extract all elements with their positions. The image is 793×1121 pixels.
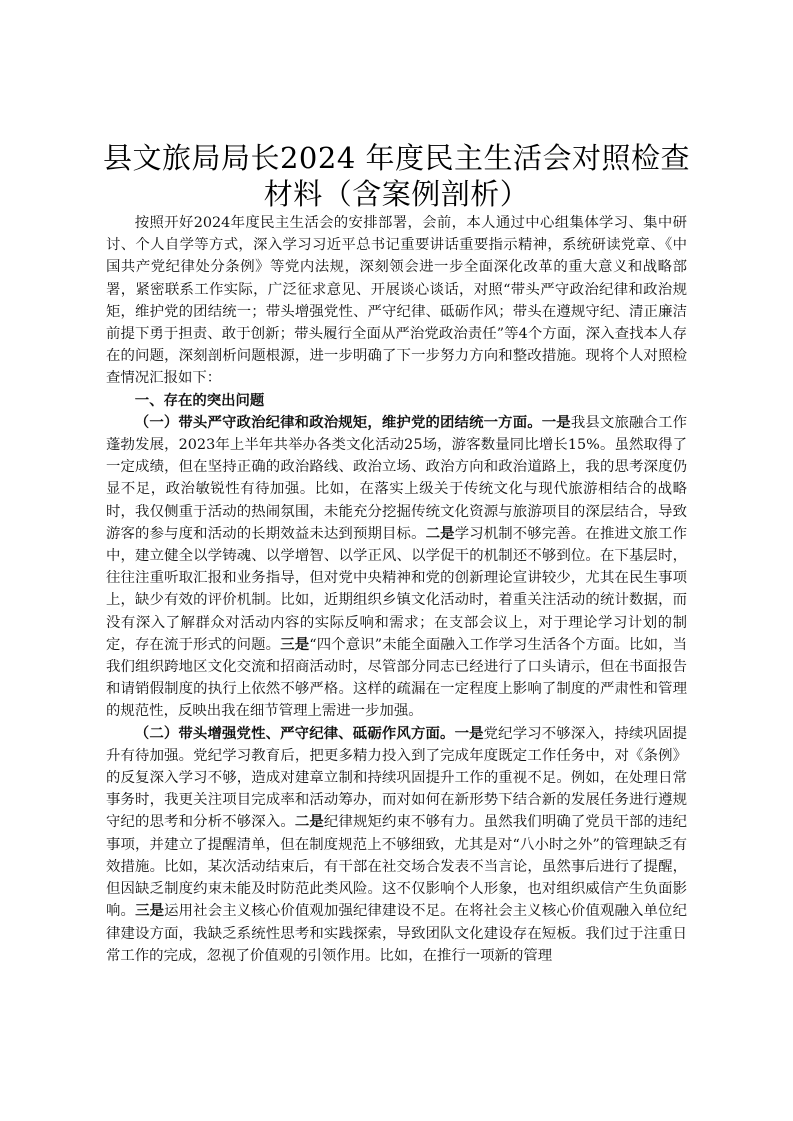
document-title <box>60 140 733 212</box>
title-line-1: 县文旅局局长2024 年度民主生活会对照检查 <box>102 141 691 175</box>
intro-paragraph: 按照开好2024年度民主生活会的安排部署，会前，本人通过中心组集体学习、集中研讨、个人自学等方式，深入学习习近平总书记重要讲话重要指示精神，系统研读党章、《中国共产党纪律处分条例》等党内法规，深刻领会进一步全面深化改革的重大意义和战略部署，紧密联系工作实际，广泛征求意见、开展谈心谈话，对照“带头严守政治纪律和政治规矩，维护党的团结统一；带头增强党性、严守纪律、砥砺作风；带头在遵规守纪、清正廉洁前提下勇于担责、敢于创新；带头履行全面从严治党政治责任”等4个方面，深入查找本人存在的问题，深刻剖析问题根源，进一步明确了下一步努力方向和整改措施。现将个人对照检查情况汇报如下： <box>106 215 687 387</box>
subsection-2-heading: （二）带头增强党性、严守纪律、砥砺作风方面。 <box>134 724 455 742</box>
title-line-2: 材料（含案例剖析） <box>263 177 530 211</box>
point-text: 运用社会主义核心价值观加强纪律建设不足。在将社会主义核心价值观融入单位纪律建设方面，我缺乏系统性思考和实践探索，导致团队文化建设存在短板。我们过于注重日常工作的完成，忽视了价值观的引领作用。比如，在推行一项新的管理 <box>106 903 687 964</box>
subsection-2-paragraph <box>106 723 687 967</box>
section-heading: 一、存在的突出问题 <box>134 391 265 409</box>
point-text: 党纪学习不够深入，持续巩固提升有待加强。党纪学习教育后，把更多精力投入到了完成年度既定工作任务中，对《条例》的反复深入学习不够，造成对建章立制和持续巩固提升工作的重视不足。例如，在处理日常事务时，我更关注项目完成率和活动筹办，而对如何在新形势下结合新的发展任务进行遵规守纪的思考和分析不够深入。 <box>106 725 687 831</box>
point-label: 二是 <box>425 524 455 542</box>
subsection-1-paragraph <box>106 412 687 723</box>
subsection-1-heading: （一）带头严守政治纪律和政治规矩，维护党的团结统一方面。 <box>134 413 542 431</box>
document-body <box>106 212 687 967</box>
point-label: 一是 <box>454 724 484 742</box>
point-text: 纪律规矩约束不够有力。虽然我们明确了党员干部的违纪事项，并建立了提醒清单，但在制度规范上不够细致，尤其是对“八小时之外”的管理缺乏有效措施。比如，某次活动结束后，有干部在社交场合发表不当言论，虽然事后进行了提醒，但因缺乏制度约束未能及时防范此类风险。这不仅影响个人形象，也对组织威信产生负面影响。 <box>106 814 687 920</box>
point-text: 学习机制不够完善。在推进文旅工作中，建立健全以学铸魂、以学增智、以学正风、以学促干的机制还不够到位。在下基层时，往往注重听取汇报和业务指导，但对党中央精神和党的创新理论宣讲较少，尤其在民生事项上，缺少有效的评价机制。比如，近期组织乡镇文化活动时，着重关注活动的统计数据，而没有深入了解群众对活动内容的实际反响和需求；在支部会议上，对于理论学习计划的制定，存在流于形式的问题。 <box>106 525 687 653</box>
point-text: “四个意识”未能全面融入工作学习生活各个方面。比如，当我们组织跨地区文化交流和招商活动时，尽管部分同志已经进行了口头请示，但在书面报告和请销假制度的执行上依然不够严格。这样的疏漏在一定程度上影响了制度的严肃性和管理的规范性，反映出我在细节管理上需进一步加强。 <box>106 636 687 720</box>
point-label: 三是 <box>280 635 310 653</box>
point-text: 我县文旅融合工作蓬勃发展，2023年上半年共举办各类文化活动25场，游客数量同比增长15%。虽然取得了一定成绩，但在坚持正确的政治路线、政治立场、政治方向和政治道路上，我的思考深度仍显不足，政治敏锐性有待加强。比如，在落实上级关于传统文化与现代旅游相结合的战略时，我仅侧重于活动的热闹氛围，未能充分挖掘传统文化资源与旅游项目的深层结合，导致游客的参与度和活动的长期效益未达到预期目标。 <box>106 414 687 542</box>
point-label: 三是 <box>135 902 165 920</box>
point-label: 一是 <box>541 413 571 431</box>
point-label: 二是 <box>294 813 324 831</box>
